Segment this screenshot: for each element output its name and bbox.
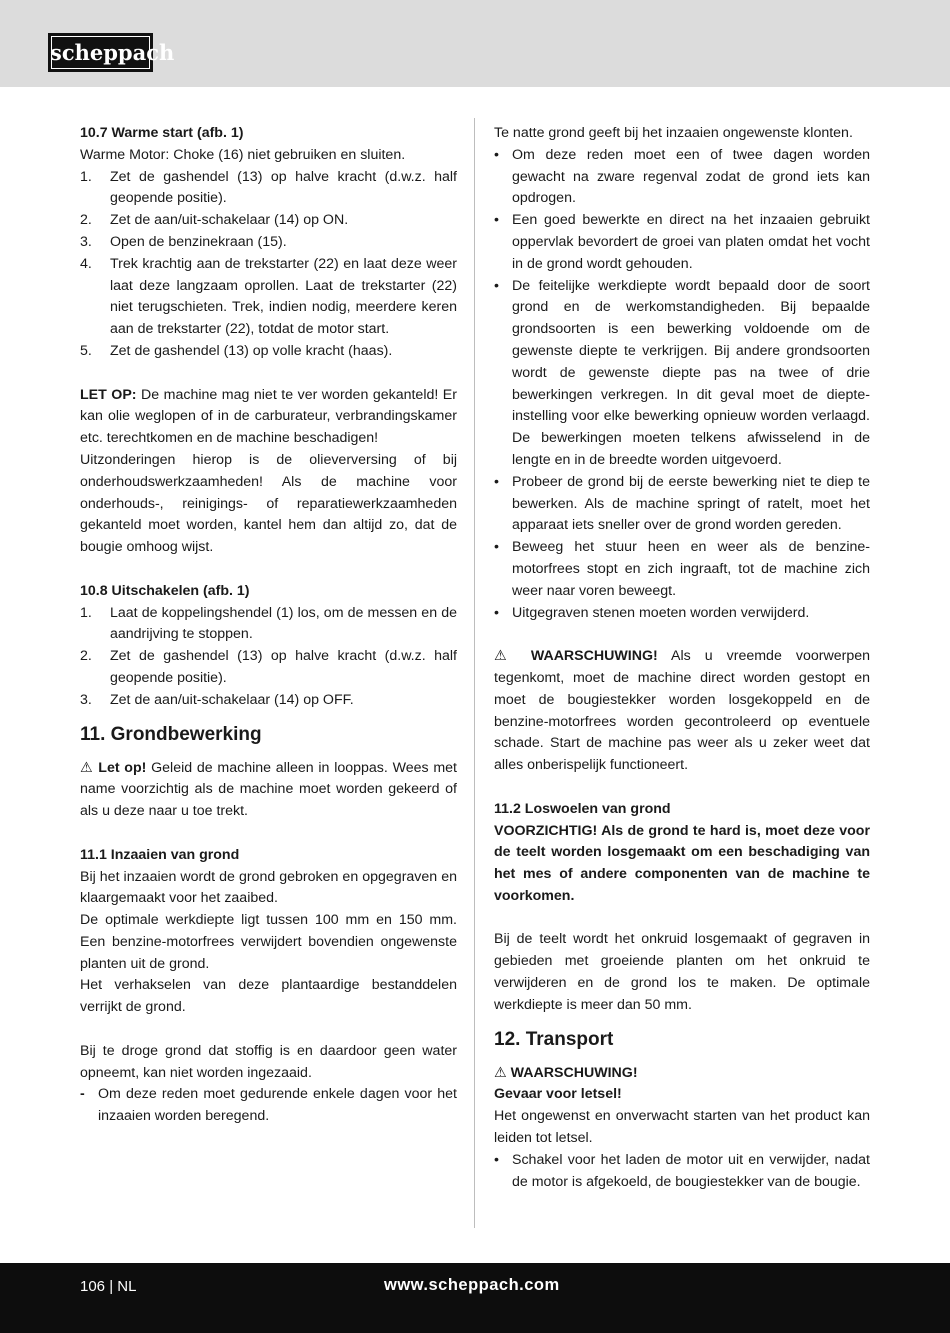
list-item: 2. Zet de gashendel (13) op halve kracht (d.w.z. half geopende positie). — [80, 648, 457, 686]
list-item: 2. Zet de aan/uit-schakelaar (14) op ON. — [80, 212, 349, 229]
section-11-2-paragraph: Bij de teelt wordt het onkruid losgemaakt of gegraven in gebieden met groeiende planten om het onkruid te verwijderen en de grond los te maken. De optimale werkdiepte is meer dan 50 mm. — [494, 931, 870, 1013]
section-11-1-paragraph: Het verhakselen van deze plantaardige bestanddelen verrijkt de grond. — [80, 977, 457, 1016]
list-item: 1. Laat de koppelingshendel (1) los, om de messen en de aandrijving te stoppen. — [80, 604, 457, 643]
section-10-8-title: 10.8 Uitschakelen (afb. 1) — [80, 582, 250, 599]
section-11-warning: ⚠ Let op! Geleid de machine alleen in looppas. Wees met name voorzichtig als de machine moet worden gekeerd of als u deze naar u toe trekt. — [80, 759, 457, 820]
section-12-paragraph: Het ongewenst en onverwacht starten van het product kan leiden tot letsel. — [494, 1108, 870, 1147]
list-item: • De feitelijke werkdiepte wordt bepaald door de soort grond en de werkomstandigheden. Bij bepaalde grondsoorten is een bewerking voldoende om de gewenste diepte te verkrijgen. Bij andere grondsoorten wordt de gewenste diepte pas na twee of drie bewerkingen verkregen. In dit geval moet de diepte-instelling voor elke bewerking opnieuw worden verlaagd. De bewerkingen moeten telkens afwisselend in de lengte en in de breedte worden uitgevoerd. — [494, 277, 870, 468]
section-10-7-title: 10.7 Warme start (afb. 1) — [80, 125, 244, 141]
section-11-1-paragraph: De optimale werkdiepte ligt tussen 100 mm en 150 mm. Een benzine-motorfrees verwijdert bovendien ongewenste planten uit de grond. — [80, 912, 457, 972]
section-12-heading: 12. Transport — [494, 1028, 614, 1050]
right-column — [494, 123, 870, 1193]
list-item: • Uitgegraven stenen moeten worden verwijderd. — [494, 604, 810, 621]
section-11-1-paragraph: Bij te droge grond dat stoffig is en daardoor geen water opneemt, kan niet worden ingezaaid. — [80, 1042, 457, 1081]
list-item: • Schakel voor het laden de motor uit en verwijder, nadat de motor is afgekoeld, de bougiestekker van de bougie. — [494, 1151, 870, 1190]
website-link[interactable]: www.scheppach.com — [384, 1276, 560, 1294]
section-11-1-dash-list — [80, 1084, 457, 1128]
section-11-1-paragraph: Bij het inzaaien wordt de grond gebroken en opgegraven en klaargemaakt voor het zaaibed. — [80, 868, 457, 907]
list-item: 5. Zet de gashendel (13) op volle kracht (haas). — [80, 342, 393, 359]
section-10-8-steps — [80, 603, 457, 712]
section-11-2-caution: VOORZICHTIG! Als de grond te hard is, moet deze voor de teelt worden losgemaakt om een beschadiging van het mes of andere componenten van de machine te voorkomen. — [494, 822, 870, 904]
list-item: • Om deze reden moet een of twee dagen worden gewacht na zware regenval zodat de grond iets kan opdrogen. — [494, 146, 870, 207]
list-item: 3. Zet de aan/uit-schakelaar (14) op OFF. — [80, 691, 354, 708]
list-item: 3. Open de benzinekraan (15). — [80, 233, 287, 250]
section-10-7-intro: Warme Motor: Choke (16) niet gebruiken en sluiten. — [80, 146, 406, 163]
scheppach-logo: scheppach — [48, 33, 153, 72]
left-column — [80, 123, 457, 1128]
list-item: 4. Trek krachtig aan de trekstarter (22) en laat deze weer laat deze langzaam oprollen. Laat de trekstarter (22) niet terugschieten. Trek, indien nodig, meerdere keren aan de trekstarter (22), totdat de motor start. — [80, 255, 457, 338]
list-item: - Om deze reden moet gedurende enkele dagen voor het inzaaien worden beregend. — [80, 1086, 457, 1125]
page-footer — [0, 1263, 950, 1333]
let-op-note: LET OP: De machine mag niet te ver worden gekanteld! Er kan olie weglopen of in de carburateur, verbrandingskamer etc. terechtkomen en de machine beschadigen! — [80, 386, 457, 447]
list-item: • Beweeg het stuur heen en weer als de benzine-motorfrees stopt en zich ingraaft, tot de machine zich weer naar voren beweegt. — [494, 539, 870, 599]
section-12-warning-sub: Gevaar voor letsel! — [494, 1086, 622, 1103]
section-10-7-steps — [80, 167, 457, 363]
section-11-1-title: 11.1 Inzaaien van grond — [80, 846, 240, 863]
section-12-list — [494, 1150, 870, 1194]
section-11-heading: 11. Grondbewerking — [80, 723, 262, 745]
section-12-warning-label: ⚠ WAARSCHUWING! — [494, 1064, 638, 1081]
column-divider — [474, 118, 475, 1228]
let-op-note-exceptions: Uitzonderingen hierop is de olieverversing of bij onderhoudswerkzaamheden! Als de machine voor onderhouds-, reinigings- of reparatiewerkzaamheden gekanteld moet worden, kantel hem dan altijd zo, dat de bougie omhoog wijst. — [80, 451, 457, 556]
list-item: 1. Zet de gashendel (13) op halve kracht (d.w.z. half geopende positie). — [80, 168, 457, 207]
ground-tips-list — [494, 145, 870, 625]
wet-ground-paragraph: Te natte grond geeft bij het inzaaien ongewenste klonten. — [494, 125, 853, 141]
list-item: • Een goed bewerkte en direct na het inzaaien gebruikt oppervlak bevordert de groei van platen omdat het vocht in de grond wordt gehouden. — [494, 212, 870, 272]
page-number: 106 | NL — [80, 1278, 137, 1295]
foreign-objects-warning: ⚠ WAARSCHUWING! Als u vreemde voorwerpen tegenkomt, moet de machine direct worden gestopt en moet de bougiestekker worden losgekoppeld en de benzine-motorfrees worden gecontroleerd op eventuele schade. Start de machine pas weer als u zeker weet dat alles onberispelijk functioneert. — [494, 648, 871, 774]
section-11-2-title: 11.2 Loswoelen van grond — [494, 800, 671, 817]
page-header — [0, 0, 950, 87]
list-item: • Probeer de grond bij de eerste bewerking niet te diep te bewerken. Als de machine springt of ratelt, moet het apparaat iets sneller over de grond worden gereden. — [494, 473, 870, 534]
